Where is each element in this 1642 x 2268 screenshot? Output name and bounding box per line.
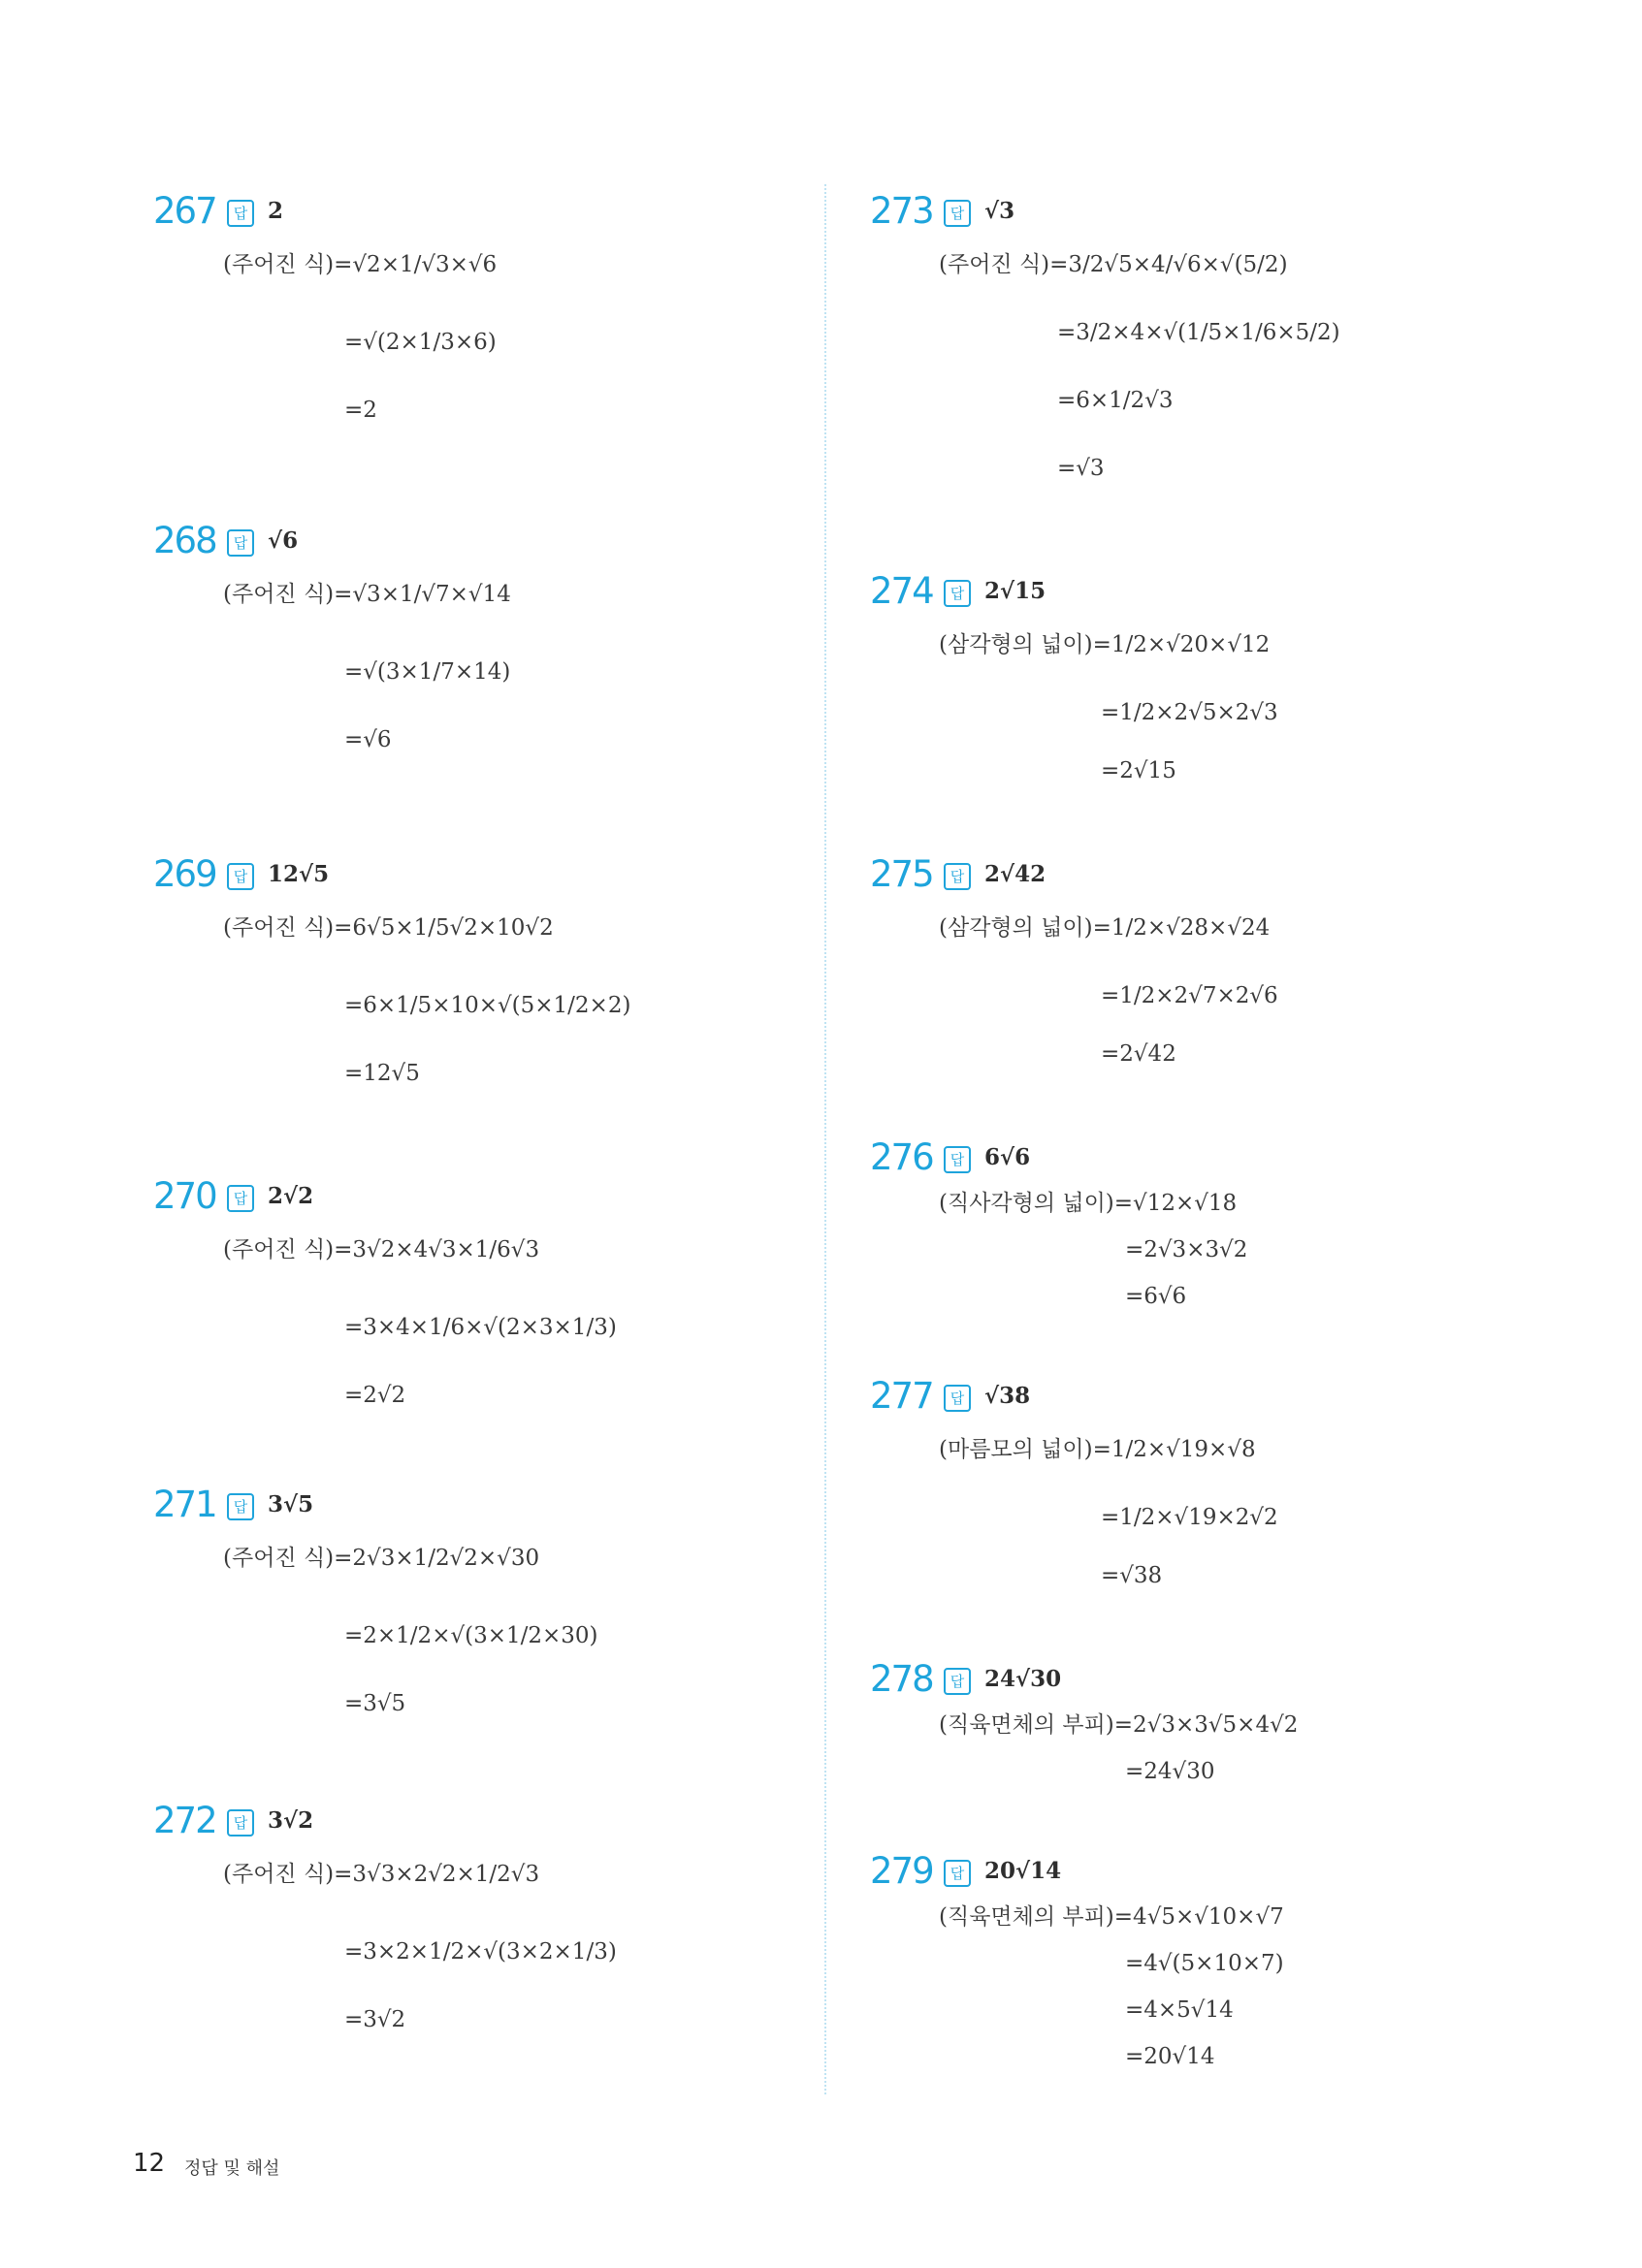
- answer-badge-icon: 답: [944, 1146, 971, 1173]
- answer-badge-icon: 답: [227, 1493, 254, 1520]
- answer-value: 2√42: [984, 861, 1046, 887]
- solution-line: =2: [344, 398, 377, 423]
- answer-badge-icon: 답: [944, 1668, 971, 1695]
- solution-line: =2√15: [1101, 758, 1176, 783]
- answer-value: 3√5: [268, 1491, 314, 1517]
- solution-line: =1/2×2√5×2√3: [1101, 700, 1278, 725]
- solution-line: (삼각형의 넓이)=1/2×√20×√12: [939, 632, 1271, 657]
- page-number: 12: [133, 2149, 166, 2178]
- solution-line: (직사각형의 넓이)=√12×√18: [939, 1191, 1238, 1216]
- solution-line: (주어진 식)=2√3×1/2√2×√30: [223, 1546, 540, 1571]
- answer-value: 2√2: [268, 1183, 314, 1209]
- answer-badge-icon: 답: [944, 1385, 971, 1412]
- answer-badge-icon: 답: [227, 200, 254, 227]
- solution-line: (주어진 식)=3/2√5×4/√6×√(5/2): [939, 252, 1288, 277]
- problem-number: 275: [870, 853, 933, 895]
- column-divider: [824, 184, 826, 2094]
- solution-line: (주어진 식)=√2×1/√3×√6: [223, 252, 498, 277]
- solution-line: =24√30: [1125, 1759, 1215, 1784]
- answer-badge-icon: 답: [944, 863, 971, 890]
- answer-value: 12√5: [268, 861, 330, 887]
- answer-badge-icon: 답: [227, 1185, 254, 1212]
- problem-number: 273: [870, 190, 933, 232]
- page-footer-label: 정답 및 해설: [184, 2158, 280, 2179]
- problem-number: 276: [870, 1136, 933, 1178]
- answer-value: √6: [268, 527, 299, 554]
- solution-line: =√6: [344, 727, 392, 752]
- answer-value: √38: [984, 1383, 1031, 1409]
- solution-line: =20√14: [1125, 2044, 1215, 2069]
- problem-number: 267: [153, 190, 216, 232]
- solution-line: =4√(5×10×7): [1125, 1951, 1284, 1976]
- solution-line: =4×5√14: [1125, 1997, 1234, 2023]
- solution-line: (직육면체의 부피)=2√3×3√5×4√2: [939, 1712, 1299, 1738]
- solution-line: (주어진 식)=6√5×1/5√2×10√2: [223, 915, 554, 941]
- solution-line: =2√2: [344, 1383, 406, 1408]
- solution-line: (직육면체의 부피)=4√5×√10×√7: [939, 1904, 1284, 1930]
- solution-line: (주어진 식)=√3×1/√7×√14: [223, 582, 511, 607]
- problem-number: 271: [153, 1484, 216, 1525]
- solution-line: =√(2×1/3×6): [344, 330, 497, 355]
- answer-badge-icon: 답: [944, 1860, 971, 1887]
- answer-value: 24√30: [984, 1666, 1062, 1692]
- solution-line: =1/2×2√7×2√6: [1101, 983, 1278, 1008]
- problem-number: 279: [870, 1850, 933, 1892]
- solution-line: (삼각형의 넓이)=1/2×√28×√24: [939, 915, 1271, 941]
- answer-value: 3√2: [268, 1807, 314, 1834]
- solution-line: =12√5: [344, 1061, 420, 1086]
- answer-badge-icon: 답: [944, 200, 971, 227]
- solution-line: =3/2×4×√(1/5×1/6×5/2): [1057, 320, 1340, 345]
- solution-line: =1/2×√19×2√2: [1101, 1505, 1278, 1530]
- problem-number: 274: [870, 570, 933, 612]
- solution-line: =2×1/2×√(3×1/2×30): [344, 1623, 598, 1648]
- solution-line: =√3: [1057, 456, 1105, 481]
- problem-number: 268: [153, 520, 216, 561]
- answer-badge-icon: 답: [227, 1809, 254, 1837]
- solution-line: =3√5: [344, 1691, 406, 1716]
- answer-value: 2√15: [984, 578, 1046, 604]
- answer-badge-icon: 답: [227, 529, 254, 557]
- solution-line: =6×1/5×10×√(5×1/2×2): [344, 993, 631, 1018]
- solution-line: =2√3×3√2: [1125, 1237, 1248, 1262]
- answer-value: 2: [268, 198, 284, 224]
- problem-number: 270: [153, 1175, 216, 1217]
- answer-value: 6√6: [984, 1144, 1031, 1170]
- answer-badge-icon: 답: [944, 580, 971, 607]
- solution-line: =2√42: [1101, 1041, 1176, 1067]
- solution-line: =√(3×1/7×14): [344, 659, 511, 685]
- solution-line: (주어진 식)=3√3×2√2×1/2√3: [223, 1862, 540, 1887]
- answer-value: √3: [984, 198, 1015, 224]
- answer-badge-icon: 답: [227, 863, 254, 890]
- solution-line: =3×2×1/2×√(3×2×1/3): [344, 1939, 617, 1965]
- problem-number: 269: [153, 853, 216, 895]
- solution-line: (마름모의 넓이)=1/2×√19×√8: [939, 1437, 1256, 1462]
- solution-line: =√38: [1101, 1563, 1163, 1588]
- problem-number: 272: [153, 1800, 216, 1841]
- solution-line: =3√2: [344, 2007, 406, 2032]
- solution-line: =6√6: [1125, 1284, 1187, 1309]
- solution-line: =3×4×1/6×√(2×3×1/3): [344, 1315, 617, 1340]
- problem-number: 277: [870, 1375, 933, 1417]
- solution-line: (주어진 식)=3√2×4√3×1/6√3: [223, 1237, 540, 1262]
- solution-line: =6×1/2√3: [1057, 388, 1174, 413]
- answer-value: 20√14: [984, 1858, 1062, 1884]
- problem-number: 278: [870, 1658, 933, 1700]
